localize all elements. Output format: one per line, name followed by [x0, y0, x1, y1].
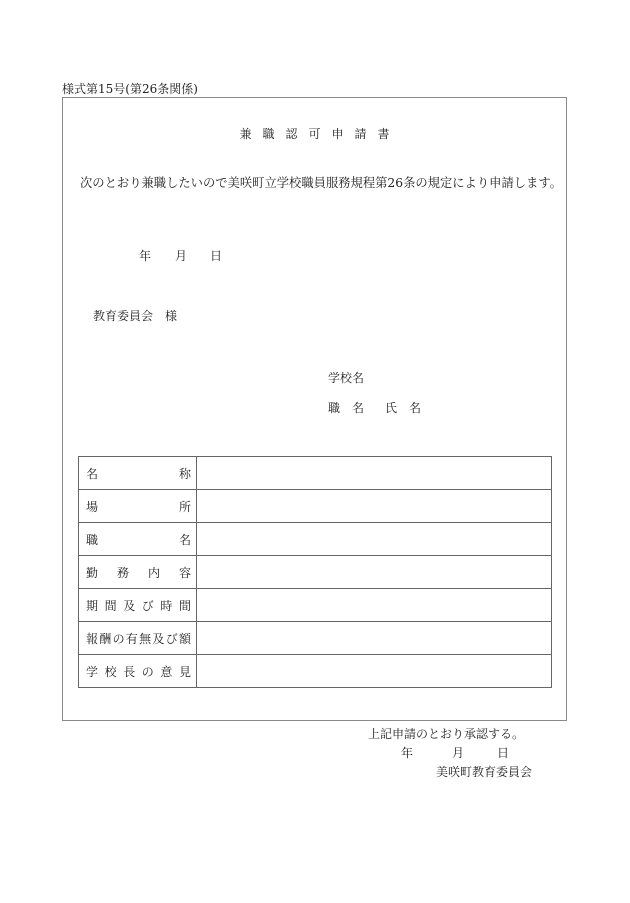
date-day-label: 日	[210, 249, 223, 263]
row-value-field[interactable]	[197, 556, 552, 589]
label-char: 意	[160, 664, 173, 679]
label-char: 時	[160, 598, 173, 613]
label-char: 長	[123, 664, 136, 679]
date-month-label: 月	[175, 249, 188, 263]
application-statement: 次のとおり兼職したいので美咲町立学校職員服務規程第26条の規定により申請します。	[80, 176, 562, 190]
label-char: び	[141, 598, 154, 613]
table-row	[79, 490, 552, 523]
label-char: び	[165, 631, 178, 646]
label-char: 学	[86, 664, 99, 679]
table-row	[79, 556, 552, 589]
row-value-field[interactable]	[197, 655, 552, 688]
document-title: 兼職認可申請書	[239, 127, 401, 141]
label-char: の	[112, 631, 125, 646]
table-row	[79, 457, 552, 490]
approval-statement: 上記申請のとおり承認する。	[368, 727, 525, 741]
label-char: 校	[104, 664, 117, 679]
label-char: 勤	[86, 565, 99, 580]
label-char: 内	[147, 565, 160, 580]
row-label	[79, 490, 197, 523]
label-char: 無	[139, 631, 152, 646]
label-char: の	[141, 664, 154, 679]
approval-month-label: 月	[452, 746, 465, 760]
label-char: 間	[178, 598, 191, 613]
row-value-field[interactable]	[197, 457, 552, 490]
row-label	[79, 655, 197, 688]
row-label-text	[86, 564, 191, 581]
row-value-field[interactable]	[197, 523, 552, 556]
label-char: 称	[178, 466, 191, 481]
row-label-text	[86, 663, 191, 680]
row-label-text	[86, 630, 191, 647]
row-value-field[interactable]	[197, 622, 552, 655]
details-table	[78, 456, 552, 688]
row-label-text	[86, 498, 191, 515]
row-label	[79, 556, 197, 589]
approval-day-label: 日	[497, 746, 510, 760]
position-label: 職 名	[328, 401, 365, 415]
label-char: 有	[125, 631, 138, 646]
row-label-text	[86, 465, 191, 482]
label-char: 及	[152, 631, 165, 646]
row-value-field[interactable]	[197, 490, 552, 523]
table-row	[79, 622, 552, 655]
label-char: 間	[104, 598, 117, 613]
label-char: 務	[116, 565, 129, 580]
label-char: 容	[178, 565, 191, 580]
addressee: 教育委員会 様	[93, 309, 178, 323]
label-char: 酬	[99, 631, 112, 646]
form-number: 様式第15号(第26条関係)	[62, 82, 198, 96]
school-name-label: 学校名	[328, 371, 365, 385]
label-char: 職	[86, 532, 99, 547]
row-label	[79, 457, 197, 490]
label-char: 額	[178, 631, 191, 646]
approving-board: 美咲町教育委員会	[436, 765, 533, 779]
row-value-field[interactable]	[197, 589, 552, 622]
label-char: 期	[86, 598, 99, 613]
row-label	[79, 622, 197, 655]
label-char: 報	[86, 631, 99, 646]
row-label-text	[86, 597, 191, 614]
row-label-text	[86, 531, 191, 548]
label-char: 見	[178, 664, 191, 679]
approval-year-label: 年	[401, 746, 414, 760]
row-label	[79, 523, 197, 556]
label-char: 名	[178, 532, 191, 547]
date-year-label: 年	[139, 249, 152, 263]
table-row	[79, 523, 552, 556]
label-char: 場	[86, 499, 99, 514]
table-row	[79, 655, 552, 688]
row-label	[79, 589, 197, 622]
applicant-name-label: 氏 名	[385, 401, 422, 415]
label-char: 所	[178, 499, 191, 514]
table-row	[79, 589, 552, 622]
label-char: 名	[86, 466, 99, 481]
label-char: 及	[123, 598, 136, 613]
